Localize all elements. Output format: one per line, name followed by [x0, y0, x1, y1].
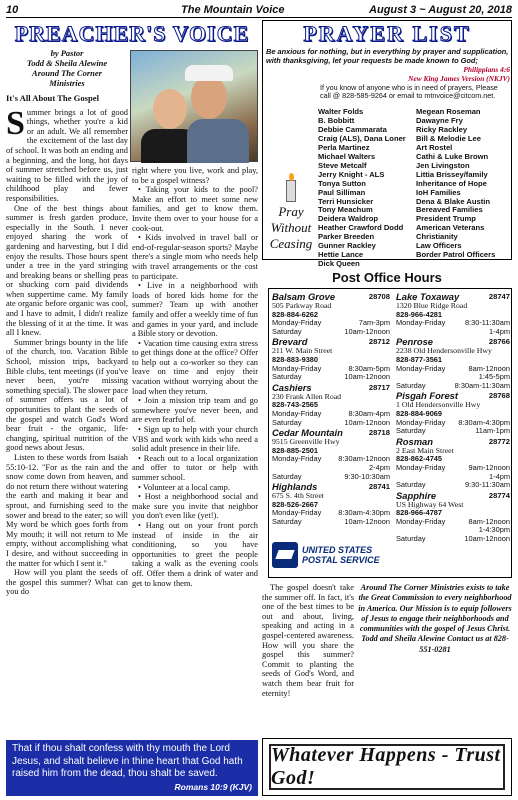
town-name: Sapphire — [396, 489, 437, 501]
hours-day: Monday-Friday — [272, 454, 322, 464]
post-office-title: Post Office Hours — [332, 270, 442, 285]
hours-time: 8am-12noon — [468, 363, 510, 373]
phone: 828-884-9069 — [396, 408, 443, 418]
hours-time: 8:30am-4:30pm — [338, 508, 390, 518]
hours-day: Saturday — [396, 534, 426, 544]
town-name: Pisgah Forest — [396, 390, 458, 402]
hours-row — [272, 373, 390, 382]
prayer-name: Steve Metcalf — [318, 160, 367, 170]
phone: 828-877-3561 — [396, 354, 443, 364]
hours-time: 2-4pm — [369, 462, 390, 472]
hours-time: 8:30am-4pm — [348, 408, 390, 418]
prayer-names-left — [318, 108, 416, 269]
paragraph: Summer brings bounty in the life of the church, too. Vacation Bible School, mission trips, backyard Bible clubs, tent meetings (if you've never been, you're missing something special). The slower pace of summer offers us a lot of opportunities to plant the seeds of the gospel and watch God's Word bear fruit - the organic, life-changing, spiritual nutrition of the good news about Jesus. — [6, 337, 128, 453]
address: 211 W. Main Street — [272, 346, 333, 356]
hours-time: 10am-12noon — [344, 372, 390, 382]
article-column-2 — [132, 166, 258, 588]
bullet-item: • Host a neighborhood social and make sure you invite that neighbor you don't even like (yet!). — [132, 492, 258, 521]
bullet-item: • Hang out on your front porch instead of inside in the air conditioning, so you have opportunities to greet the people taking a walk as the evening cools off. Offer them a drink of water and get to know them. — [132, 520, 258, 588]
hours-day: Monday-Friday — [396, 318, 446, 328]
hours-day: Saturday — [272, 326, 302, 336]
bullet-item: • Reach out to a local organization and offer to tutor or help with summer school. — [132, 453, 258, 482]
hours-day: Saturday — [272, 417, 302, 427]
prayer-name: Gunner Rackley — [318, 241, 376, 251]
pastor-photo — [130, 50, 258, 162]
usps-logo — [272, 536, 390, 574]
town-name: Rosman — [396, 435, 433, 447]
article-column-3 — [262, 583, 354, 698]
phone: 828-862-4745 — [396, 454, 443, 464]
prayer-contact: If you know of anyone who is in need of prayers, Please call @ 828-585-9264 or email to mtnvoice@citcom.net. — [320, 83, 498, 101]
bullet-item: • Vacation time causing extra stress to get things done at the office? Offer to help out a co-worker so they can leave on time and enjoy their vacation without worrying about the load when they return. — [132, 338, 258, 396]
hours-day: Monday-Friday — [396, 417, 446, 427]
bullet-item: • Live in a neighborhood with loads of bored kids home for the summer? Team up with another family and offer a weekly time of fun and games in your yard, and include a Bible story or devotion. — [132, 281, 258, 339]
prayer-ref-verse: Philippians 4:6 — [463, 65, 510, 74]
pray-without-ceasing-logo — [266, 180, 316, 252]
zip-code: 28741 — [368, 482, 390, 492]
post-office-entry — [396, 436, 510, 490]
prayer-name: Hettie Lance — [318, 250, 364, 260]
prayer-name: Law Officers — [416, 241, 462, 251]
post-office-left — [272, 291, 390, 526]
post-office-entry — [396, 291, 510, 336]
hours-day: Saturday — [396, 480, 426, 490]
phone: 828-743-2565 — [272, 400, 319, 410]
post-office-entry — [272, 481, 390, 526]
prayer-name: Paul Silliman — [318, 187, 366, 197]
phone: 828-883-9380 — [272, 354, 319, 364]
candle-icon — [286, 180, 296, 202]
prayer-name: Littia Brissey/family — [416, 169, 488, 179]
post-office-entry — [396, 336, 510, 390]
hours-day: Monday-Friday — [396, 363, 446, 373]
town-name: Cedar Mountain — [272, 427, 343, 439]
paragraph: Listen to these words from Isaiah 55:10-12. "For as the rain and the snow come down from heaven, and do not return there without watering the earth and making it bear and sprout, and furnishing seed to the sower and bread to the eater; so will My word be which goes forth from My mouth; it will not return to Me empty, without accomplishing what I desire, and without succeeding in the matter for which I sent it." — [6, 452, 128, 568]
zip-code: 28774 — [488, 490, 510, 500]
bullet-item: • Kids involved in travel ball or end-of-regular-season sports? Maybe there's a single mom who needs help with travel arrangements or the cost to participate. — [132, 233, 258, 281]
hours-time: 10am-12noon — [344, 417, 390, 427]
hours-time: 1-4:30pm — [478, 525, 510, 535]
paragraph: One of the best things about summer is fresh garden produce, especially in the South. I never enjoyed sharing the work of gardening and harvesting, but I did enjoy the results. Those hours spent under a tree in the yard stringing and breaking beans or shelling peas or shucking corn paid dividends when suppertime came. My family ate organic before organic was cool, and I have to admit, I didn't realize the blessing of it at the time. It was all I knew. — [6, 203, 128, 338]
article-headline: It's All About The Gospel — [6, 93, 99, 103]
phone: 828-885-2501 — [272, 445, 319, 455]
prayer-intro: Be anxious for nothing, but in everything by prayer and supplication, with thanksgiving, let your requests be made known to God; — [266, 47, 509, 65]
address: 505 Parkway Road — [272, 301, 332, 310]
paragraph: How will you plant the seeds of the gospel this summer? What can you do — [6, 568, 128, 597]
paragraph: right where you live, work and play, to be a gospel witness? — [132, 166, 258, 185]
address: 675 S. 4th Street — [272, 491, 324, 501]
prayer-name: American Veterans — [416, 223, 485, 233]
zip-code: 28766 — [488, 337, 510, 347]
hours-time: 8:30-11:30am — [464, 318, 510, 328]
hours-row — [396, 481, 510, 490]
prayer-name: Ricky Rackley — [416, 124, 468, 134]
town-name: Lake Toxaway — [396, 291, 460, 302]
zip-code: 28712 — [368, 337, 390, 347]
address: 230 Frank Allen Road — [272, 391, 342, 401]
hours-row — [272, 473, 390, 482]
hours-row — [396, 427, 510, 436]
prayer-name: Perla Martinez — [318, 142, 370, 152]
hours-time: 8:30am-12noon — [338, 454, 390, 464]
town-name: Highlands — [272, 481, 318, 493]
phone: 828-966-4281 — [396, 309, 443, 319]
hours-time: 10am-12noon — [344, 326, 390, 336]
prayer-name: Megean Roseman — [416, 107, 481, 116]
post-office-entry — [396, 390, 510, 435]
hours-time: 9:30-10:30am — [344, 471, 390, 481]
issue-dates: August 3 ~ August 20, 2018 — [369, 4, 512, 16]
hours-day: Monday-Friday — [272, 408, 322, 418]
address: 1 Old Hendersonville Hwy — [396, 400, 481, 410]
page-number: 10 — [6, 4, 19, 16]
hours-day: Monday-Friday — [396, 516, 446, 526]
hours-day: Saturday — [396, 380, 426, 390]
hours-day: Monday-Friday — [396, 462, 446, 472]
bullet-item: • Taking your kids to the pool? Make an effort to meet some new families, and get to know them. Invite them over to your house for a cook-out. — [132, 185, 258, 233]
bullet-item: • Volunteer at a local camp. — [138, 482, 230, 492]
hours-time: 7am-3pm — [358, 318, 390, 328]
post-office-entry — [272, 291, 390, 336]
logo-line: Pray Without — [270, 204, 312, 235]
prayer-name: Michael Walters — [318, 151, 376, 161]
hours-time: 9:30-11:30am — [464, 480, 510, 490]
eagle-icon — [272, 542, 298, 568]
prayer-name: Dick Queen — [318, 259, 360, 269]
hours-time: 8:30am-11:30am — [454, 380, 510, 390]
prayer-name: Tony Meachum — [318, 205, 373, 215]
town-name: Cashiers — [272, 381, 312, 393]
hours-time: 9am-12noon — [468, 462, 510, 472]
prayer-name: Bill & Melodie Lee — [416, 133, 481, 143]
address: 2 East Main Street — [396, 445, 454, 455]
prayer-name: Craig (ALS), Dana Loner — [318, 133, 406, 143]
usps-line: UNITED STATES — [302, 545, 373, 555]
phone: 828-526-2667 — [272, 499, 319, 509]
zip-code: 28718 — [368, 428, 390, 438]
hours-time: 8am-12noon — [468, 516, 510, 526]
hours-time: 8:30am-5pm — [348, 363, 390, 373]
hours-day: Monday-Friday — [272, 508, 322, 518]
prayer-reference — [266, 65, 510, 83]
hours-row — [272, 518, 390, 527]
hours-day: Saturday — [272, 372, 302, 382]
usps-line: POSTAL SERVICE — [302, 555, 380, 565]
hours-day: Saturday — [272, 516, 302, 526]
prayer-name: Parker Breeden — [318, 232, 375, 242]
hours-row — [396, 535, 510, 544]
hours-day: Saturday — [396, 426, 426, 436]
prayer-name: Border Patrol Officers — [416, 250, 496, 260]
prayer-names-right — [416, 108, 512, 260]
prayer-name: Art Rostel — [416, 142, 453, 152]
drop-cap: S — [6, 104, 25, 142]
zip-code: 28747 — [488, 292, 510, 301]
bullet-item: • Sign up to help with your church VBS and work with kids who need a solid adult presence in their life. — [132, 425, 258, 454]
post-office-right — [396, 291, 510, 544]
prayer-name: IoH Families — [416, 187, 461, 197]
zip-code: 28708 — [368, 292, 390, 301]
scripture-cite: Romans 10:9 (KJV) — [174, 781, 252, 792]
hours-row — [396, 328, 510, 337]
prayer-name: Tonya Sutton — [318, 178, 366, 188]
phone: 828-884-6262 — [272, 309, 319, 319]
zip-code: 28768 — [488, 391, 510, 401]
post-office-entry — [396, 490, 510, 544]
prayer-name: Jerry Knight - ALS — [318, 169, 385, 179]
byline-line: by Pastor — [50, 48, 84, 58]
prayer-name: Deidera Waldrop — [318, 214, 379, 224]
logo-line: Ceasing — [269, 236, 313, 251]
article-column-1 — [6, 94, 128, 597]
ministry-note: Around The Corner Ministries exists to take the Great Commission to every neighborhood in America. Our Mission is to equip followers of Jesus to engage their neighborhoods and communities with the gospel of Jesus Christ. Todd and Sheila Alewine Contact us at 828-551-0281 — [358, 583, 512, 654]
prayer-name: Dena & Blake Austin — [416, 196, 490, 206]
prayer-name: Debbie Cammarata — [318, 124, 387, 134]
hours-time: 8:30am-4:30pm — [458, 417, 510, 427]
address: 2238 Old Hendersonville Hwy — [396, 346, 492, 356]
prayer-ref-version: New King James Version (NKJV) — [408, 74, 510, 83]
ad-text: Whatever Happens - Trust God! — [269, 744, 505, 790]
byline — [6, 48, 128, 88]
paragraph: ummer brings a lot of good things, whether you're a kid or an adult. We all remember the excitement of the last day of school. It was both an ending and a beginning, and the long, hot days of summer stretched before us, just waiting to be filled with the joy of childhood play and fewer responsibilities. — [6, 107, 128, 203]
prayer-name: President Trump — [416, 214, 476, 224]
zip-code: 28717 — [368, 382, 390, 392]
post-office-entry — [272, 427, 390, 481]
address: 1320 Blue Ridge Road — [396, 301, 468, 310]
hours-time: 1-4pm — [489, 326, 510, 336]
hours-row — [272, 328, 390, 337]
prayer-name: Jen Livingston — [416, 160, 470, 170]
prayer-name: Dawayne Fry — [416, 115, 463, 125]
prayer-name: Cathi & Luke Brown — [416, 151, 489, 161]
masthead: The Mountain Voice — [181, 4, 285, 16]
address: US Highway 64 West — [396, 499, 464, 509]
town-name: Penrose — [396, 336, 433, 348]
hours-time: 11am-1pm — [475, 426, 510, 436]
byline-line: Around The Corner — [32, 68, 102, 78]
byline-line: Ministries — [49, 78, 85, 88]
hours-day: Monday-Friday — [272, 363, 322, 373]
post-office-entry — [272, 382, 390, 427]
town-name: Balsam Grove — [272, 291, 336, 302]
hours-time: 1-4pm — [489, 471, 510, 481]
hours-time: 10am-12noon — [464, 534, 510, 544]
prayer-name: Walter Folds — [318, 107, 364, 116]
trust-god-ad — [262, 738, 512, 796]
page-header — [6, 4, 512, 18]
prayer-list-title: PRAYER LIST — [303, 21, 471, 46]
prayer-name: B. Bobbitt — [318, 115, 355, 125]
hours-row — [272, 419, 390, 428]
prayer-name: Heather Crawford Dodd — [318, 223, 404, 233]
bullet-item: • Join a mission trip team and go somewhere you've never been, and are even fearful of. — [132, 396, 258, 425]
hours-day: Monday-Friday — [272, 318, 322, 328]
zip-code: 28772 — [488, 436, 510, 446]
hours-row — [396, 382, 510, 391]
scripture-banner — [6, 740, 258, 796]
prayer-name: Christianity — [416, 232, 458, 242]
post-office-entry — [272, 336, 390, 381]
prayer-name: Terri Hunsicker — [318, 196, 374, 206]
hours-day: Saturday — [272, 471, 302, 481]
prayer-name: Inheritance of Hope — [416, 178, 487, 188]
address: 9515 Greenville Hwy — [272, 437, 340, 447]
scripture-text: That if thou shalt confess with thy mouth the Lord Jesus, and shalt believe in thine heart that God hath raised him from the dead, thou shalt be saved. — [12, 743, 243, 779]
phone: 828-966-4787 — [396, 508, 443, 518]
preachers-voice-title: PREACHER'S VOICE — [14, 21, 250, 46]
hours-time: 1:45-5pm — [478, 372, 510, 382]
byline-line: Todd & Sheila Alewine — [26, 58, 108, 68]
paragraph: The gospel doesn't take the summer off. In fact, it's one of the best times to be out and about, living, speaking and acting in a gospel-centered awareness. How will you share the gospel this summer? Commit to planting the seeds of God's Word, and watch them bear fruit for eternity! — [262, 583, 354, 698]
hours-time: 10am-12noon — [344, 516, 390, 526]
town-name: Brevard — [272, 336, 308, 348]
prayer-name: Bereaved Families — [416, 205, 483, 215]
